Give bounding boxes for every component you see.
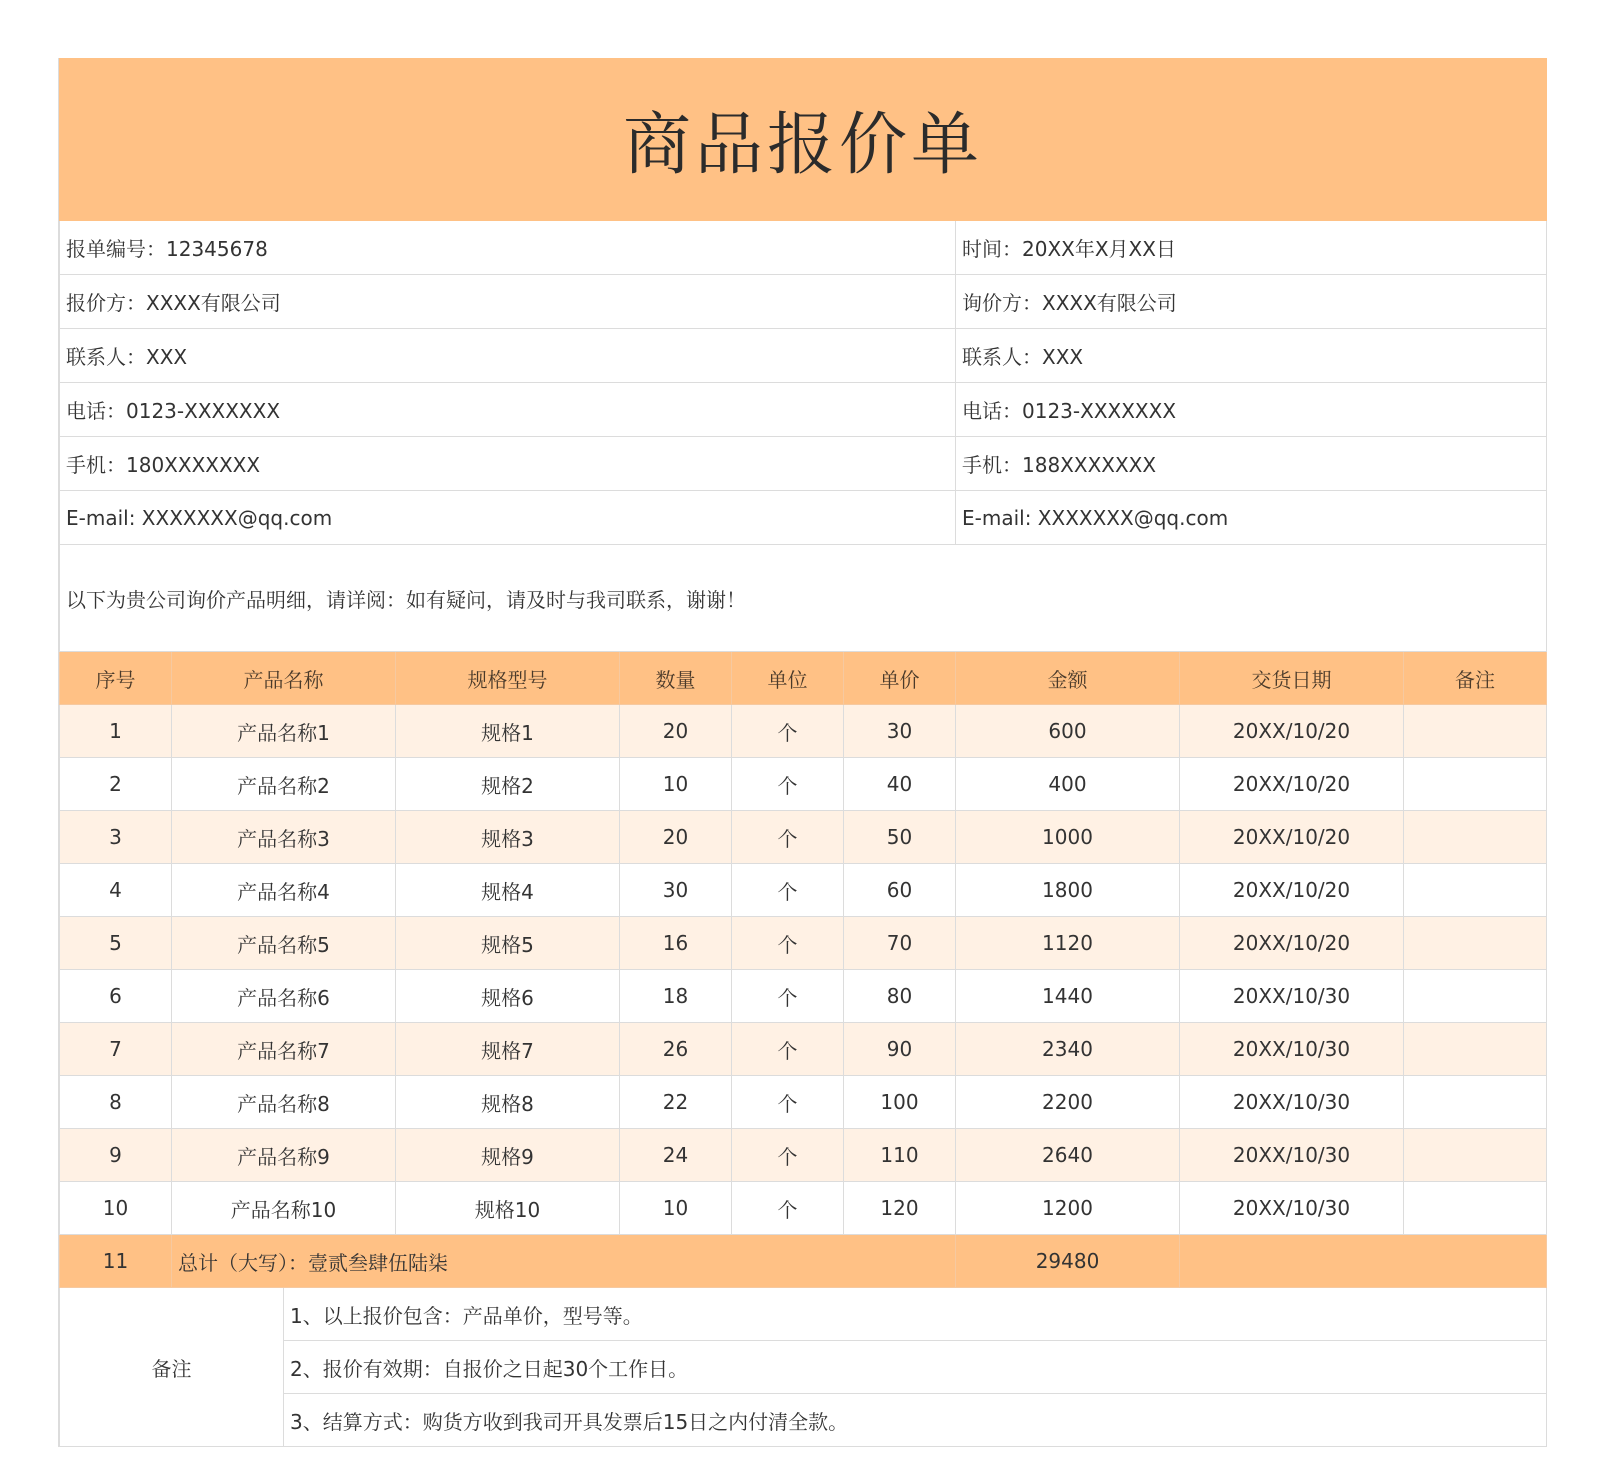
table-cell: 2640 xyxy=(956,1129,1180,1182)
table-cell: 1 xyxy=(60,705,172,758)
table-cell xyxy=(1404,758,1547,811)
table-cell xyxy=(1404,1023,1547,1076)
table-cell: 产品名称3 xyxy=(172,811,396,864)
info-row xyxy=(60,491,1547,545)
info-right: E-mail: XXXXXXX@qq.com xyxy=(956,491,1547,545)
table-cell xyxy=(1404,1129,1547,1182)
table-cell: 产品名称9 xyxy=(172,1129,396,1182)
info-right: 联系人：XXX xyxy=(956,329,1547,383)
remark-line: 3、结算方式：购货方收到我司开具发票后15日之内付清全款。 xyxy=(284,1394,1547,1447)
table-cell: 个 xyxy=(732,1023,844,1076)
table-cell: 400 xyxy=(956,758,1180,811)
table-cell: 产品名称6 xyxy=(172,970,396,1023)
table-cell: 7 xyxy=(60,1023,172,1076)
table-cell: 5 xyxy=(60,917,172,970)
table-cell xyxy=(1404,811,1547,864)
table-cell: 10 xyxy=(60,1182,172,1235)
table-cell: 20XX/10/20 xyxy=(1180,811,1404,864)
table-cell xyxy=(1404,1076,1547,1129)
info-row xyxy=(60,383,1547,437)
table-cell: 90 xyxy=(844,1023,956,1076)
table-row xyxy=(60,970,1547,1023)
table-cell: 20XX/10/30 xyxy=(1180,1182,1404,1235)
table-row xyxy=(60,1023,1547,1076)
info-row xyxy=(60,437,1547,491)
column-header: 产品名称 xyxy=(172,652,396,705)
table-cell: 个 xyxy=(732,758,844,811)
remarks-label: 备注 xyxy=(60,1288,284,1447)
table-cell: 110 xyxy=(844,1129,956,1182)
table-cell: 120 xyxy=(844,1182,956,1235)
document-title: 商品报价单 xyxy=(60,59,1547,221)
table-cell: 9 xyxy=(60,1129,172,1182)
table-cell: 个 xyxy=(732,705,844,758)
info-right: 手机：188XXXXXXX xyxy=(956,437,1547,491)
table-cell: 1200 xyxy=(956,1182,1180,1235)
table-row xyxy=(60,1076,1547,1129)
column-header: 金额 xyxy=(956,652,1180,705)
table-cell xyxy=(1404,1182,1547,1235)
table-cell: 22 xyxy=(620,1076,732,1129)
table-cell: 6 xyxy=(60,970,172,1023)
info-left: E-mail: XXXXXXX@qq.com xyxy=(60,491,956,545)
table-row xyxy=(60,917,1547,970)
table-cell: 个 xyxy=(732,1076,844,1129)
table-cell: 个 xyxy=(732,811,844,864)
column-header: 单位 xyxy=(732,652,844,705)
table-cell: 产品名称10 xyxy=(172,1182,396,1235)
table-cell: 20XX/10/20 xyxy=(1180,705,1404,758)
remark-row xyxy=(60,1288,1547,1341)
remark-row xyxy=(60,1341,1547,1394)
table-cell: 80 xyxy=(844,970,956,1023)
table-row xyxy=(60,811,1547,864)
table-cell: 规格1 xyxy=(396,705,620,758)
table-cell: 3 xyxy=(60,811,172,864)
table-cell: 产品名称7 xyxy=(172,1023,396,1076)
table-cell: 规格8 xyxy=(396,1076,620,1129)
table-cell: 1800 xyxy=(956,864,1180,917)
table-row xyxy=(60,1182,1547,1235)
table-cell: 产品名称1 xyxy=(172,705,396,758)
table-cell: 个 xyxy=(732,864,844,917)
quotation-sheet xyxy=(58,58,1547,1447)
table-cell: 20 xyxy=(620,811,732,864)
table-cell: 2200 xyxy=(956,1076,1180,1129)
table-cell: 个 xyxy=(732,970,844,1023)
table-cell: 规格6 xyxy=(396,970,620,1023)
table-cell: 个 xyxy=(732,917,844,970)
remark-line: 1、以上报价包含：产品单价，型号等。 xyxy=(284,1288,1547,1341)
table-cell: 规格2 xyxy=(396,758,620,811)
table-cell: 40 xyxy=(844,758,956,811)
info-right: 电话：0123-XXXXXXX xyxy=(956,383,1547,437)
table-cell: 20XX/10/30 xyxy=(1180,970,1404,1023)
table-cell: 规格10 xyxy=(396,1182,620,1235)
table-row xyxy=(60,864,1547,917)
info-left: 报单编号：12345678 xyxy=(60,221,956,275)
table-cell: 产品名称5 xyxy=(172,917,396,970)
table-cell: 规格7 xyxy=(396,1023,620,1076)
total-row xyxy=(60,1235,1547,1288)
table-cell: 个 xyxy=(732,1129,844,1182)
table-cell: 4 xyxy=(60,864,172,917)
table-cell: 规格4 xyxy=(396,864,620,917)
table-cell: 100 xyxy=(844,1076,956,1129)
table-cell: 20 xyxy=(620,705,732,758)
table-row xyxy=(60,1129,1547,1182)
table-cell: 70 xyxy=(844,917,956,970)
info-left: 手机：180XXXXXXX xyxy=(60,437,956,491)
table-row xyxy=(60,705,1547,758)
table-cell: 30 xyxy=(844,705,956,758)
total-index: 11 xyxy=(60,1235,172,1288)
table-cell: 26 xyxy=(620,1023,732,1076)
table-cell xyxy=(1404,970,1547,1023)
table-cell: 2 xyxy=(60,758,172,811)
info-row xyxy=(60,275,1547,329)
table-cell: 20XX/10/30 xyxy=(1180,1076,1404,1129)
table-cell: 规格5 xyxy=(396,917,620,970)
table-cell: 1440 xyxy=(956,970,1180,1023)
remark-line: 2、报价有效期：自报价之日起30个工作日。 xyxy=(284,1341,1547,1394)
table-cell: 600 xyxy=(956,705,1180,758)
info-left: 电话：0123-XXXXXXX xyxy=(60,383,956,437)
table-cell: 10 xyxy=(620,758,732,811)
table-cell: 1000 xyxy=(956,811,1180,864)
table-cell: 50 xyxy=(844,811,956,864)
table-cell: 16 xyxy=(620,917,732,970)
column-header: 规格型号 xyxy=(396,652,620,705)
table-cell: 产品名称4 xyxy=(172,864,396,917)
table-row xyxy=(60,758,1547,811)
column-header: 备注 xyxy=(1404,652,1547,705)
table-cell: 20XX/10/30 xyxy=(1180,1023,1404,1076)
table-cell: 2340 xyxy=(956,1023,1180,1076)
total-label: 总计（大写）：壹贰叁肆伍陆柒 xyxy=(172,1235,956,1288)
table-cell: 8 xyxy=(60,1076,172,1129)
info-left: 报价方：XXXX有限公司 xyxy=(60,275,956,329)
table-cell: 24 xyxy=(620,1129,732,1182)
table-cell: 20XX/10/20 xyxy=(1180,864,1404,917)
column-header: 数量 xyxy=(620,652,732,705)
table-cell: 产品名称8 xyxy=(172,1076,396,1129)
total-blank xyxy=(1180,1235,1547,1288)
column-header: 单价 xyxy=(844,652,956,705)
table-cell: 20XX/10/20 xyxy=(1180,917,1404,970)
info-row xyxy=(60,329,1547,383)
table-header xyxy=(60,652,1547,705)
remark-row xyxy=(60,1394,1547,1447)
column-header: 交货日期 xyxy=(1180,652,1404,705)
table-cell: 60 xyxy=(844,864,956,917)
info-row xyxy=(60,221,1547,275)
quotation-table xyxy=(59,58,1547,1447)
table-cell: 18 xyxy=(620,970,732,1023)
info-right: 询价方：XXXX有限公司 xyxy=(956,275,1547,329)
column-header: 序号 xyxy=(60,652,172,705)
table-cell: 20XX/10/20 xyxy=(1180,758,1404,811)
info-right: 时间：20XX年X月XX日 xyxy=(956,221,1547,275)
table-cell: 20XX/10/30 xyxy=(1180,1129,1404,1182)
table-cell xyxy=(1404,705,1547,758)
total-amount: 29480 xyxy=(956,1235,1180,1288)
table-cell: 规格9 xyxy=(396,1129,620,1182)
intro-text: 以下为贵公司询价产品明细，请详阅：如有疑问，请及时与我司联系，谢谢！ xyxy=(60,545,1547,652)
table-cell: 个 xyxy=(732,1182,844,1235)
table-cell: 1120 xyxy=(956,917,1180,970)
table-cell xyxy=(1404,917,1547,970)
info-left: 联系人：XXX xyxy=(60,329,956,383)
table-cell: 30 xyxy=(620,864,732,917)
table-cell: 规格3 xyxy=(396,811,620,864)
table-cell: 产品名称2 xyxy=(172,758,396,811)
table-cell: 10 xyxy=(620,1182,732,1235)
table-cell xyxy=(1404,864,1547,917)
